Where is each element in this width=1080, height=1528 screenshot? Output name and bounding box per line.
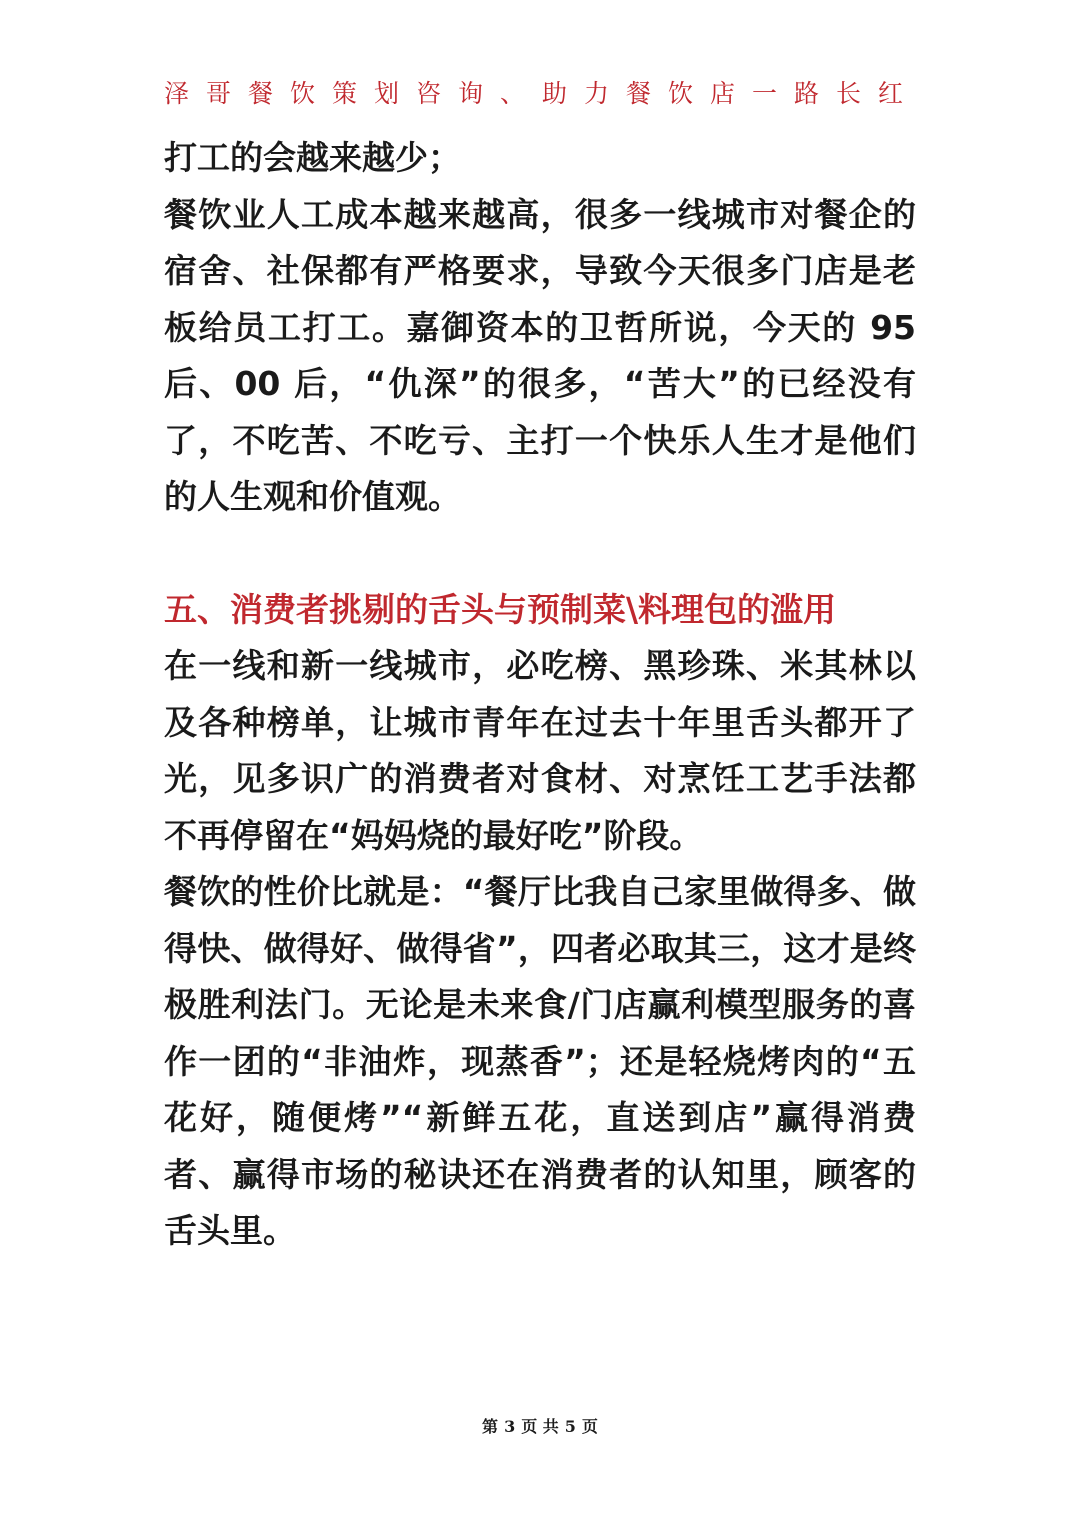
total-pages: 5 [564, 1417, 576, 1436]
header-title: 泽哥餐饮策划咨询、助力餐饮店一路长红 [164, 79, 921, 108]
section-paragraph-2: 餐饮的性价比就是：“餐厅比我自己家里做得多、做得快、做得好、做得省”，四者必取其三，这才是终极胜利法门。无论是未来食/门店赢利模型服务的喜作一团的“非油炸，现蒸香”；还是轻烧烤肉的“五花好，随便烤”“新鲜五花，直送到店”赢得消费者、赢得市场的秘诀还在消费者的认知里，顾客的舌头里。 [164, 872, 916, 1250]
paragraph-2: 餐饮业人工成本越来越高，很多一线城市对餐企的宿舍、社保都有严格要求，导致今天很多门店是老板给员工打工。嘉御资本的卫哲所说，今天的 95 后、00 后，“仇深”的很多，“苦大”的已经没有了，不吃苦、不吃亏、主打一个快乐人生才是他们的人生观和价值观。 [164, 194, 916, 516]
page-prefix: 第 [482, 1417, 499, 1436]
paragraph-1: 打工的会越来越少； [164, 138, 461, 177]
page-middle: 页 共 [521, 1417, 559, 1436]
section-heading: 五、消费者挑剔的舌头与预制菜\料理包的滥用 [164, 589, 837, 629]
document-body [164, 130, 916, 1260]
page-suffix: 页 [581, 1417, 598, 1436]
current-page: 3 [504, 1417, 516, 1436]
section-paragraph-1: 在一线和新一线城市，必吃榜、黑珍珠、米其林以及各种榜单，让城市青年在过去十年里舌头都开了光，见多识广的消费者对食材、对烹饪工艺手法都不再停留在“妈妈烧的最好吃”阶段。 [164, 646, 916, 855]
page-number [0, 1413, 1080, 1441]
